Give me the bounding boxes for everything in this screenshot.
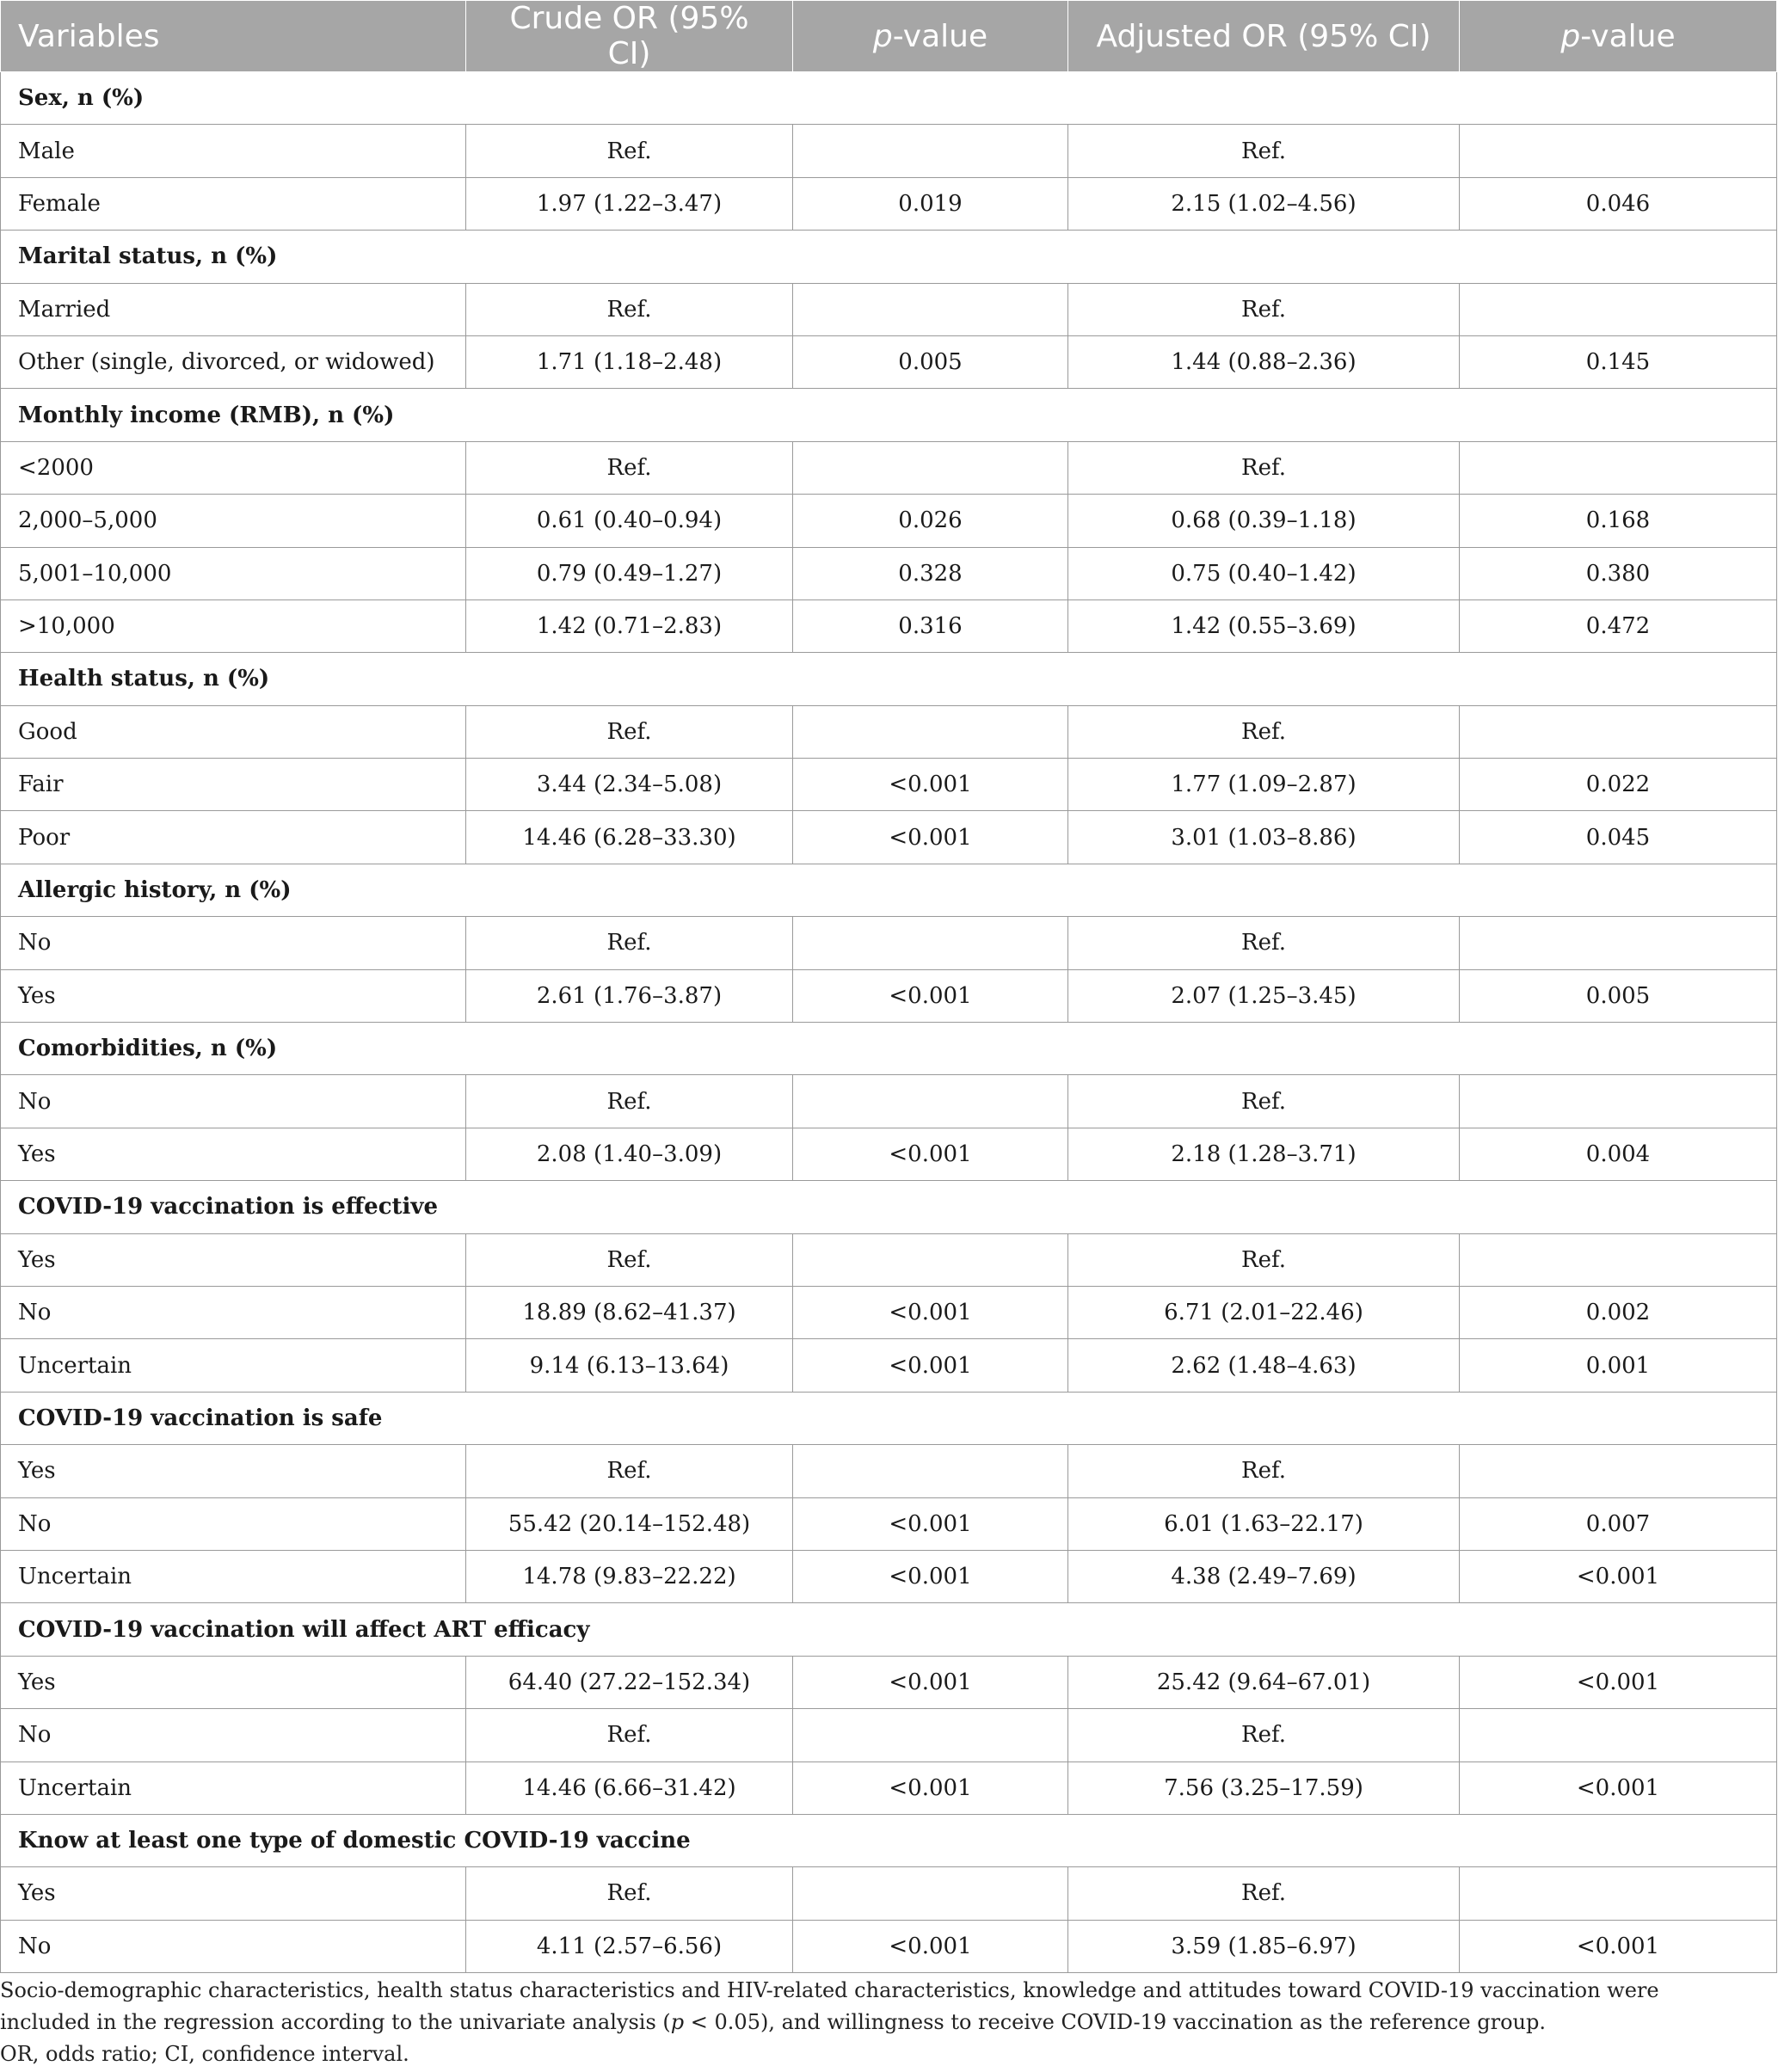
row-label: No [1, 1286, 466, 1338]
adjusted-p-value-cell: 0.001 [1460, 1339, 1777, 1392]
crude-or-cell: 0.79 (0.49–1.27) [466, 547, 793, 599]
group-header-row [1, 1814, 1777, 1866]
crude-or-cell: 0.61 (0.40–0.94) [466, 495, 793, 547]
header-p-suffix: -value [1580, 18, 1676, 54]
row-label: Female [1, 177, 466, 230]
adjusted-p-value-cell: 0.380 [1460, 547, 1777, 599]
crude-p-value-cell: <0.001 [793, 1339, 1068, 1392]
table-row [1, 599, 1777, 652]
group-label: Sex, n (%) [1, 72, 1777, 125]
table-row [1, 1233, 1777, 1286]
adjusted-or-cell: 2.15 (1.02–4.56) [1068, 177, 1460, 230]
table-row [1, 547, 1777, 599]
crude-p-value-cell: 0.019 [793, 177, 1068, 230]
group-header-row [1, 653, 1777, 705]
crude-p-value-cell: 0.005 [793, 335, 1068, 388]
crude-p-value-cell: <0.001 [793, 1286, 1068, 1338]
crude-p-value-cell: <0.001 [793, 1762, 1068, 1814]
table-row [1, 759, 1777, 811]
row-label: Good [1, 705, 466, 758]
crude-or-cell: 55.42 (20.14–152.48) [466, 1497, 793, 1550]
crude-p-value-cell: <0.001 [793, 1656, 1068, 1708]
row-label: Yes [1, 1656, 466, 1708]
table-row [1, 1709, 1777, 1762]
table-row [1, 177, 1777, 230]
crude-or-cell: Ref. [466, 283, 793, 335]
adjusted-p-value-cell [1460, 441, 1777, 494]
crude-p-value-cell [793, 917, 1068, 969]
group-label: Know at least one type of domestic COVID-19 vaccine [1, 1814, 1777, 1866]
adjusted-p-value-cell [1460, 1709, 1777, 1762]
header-variables: Variables [1, 1, 466, 72]
table-row [1, 283, 1777, 335]
crude-p-value-cell: 0.316 [793, 599, 1068, 652]
crude-p-value-cell: <0.001 [793, 1550, 1068, 1602]
row-label: <2000 [1, 441, 466, 494]
group-label: COVID-19 vaccination is safe [1, 1392, 1777, 1444]
crude-or-cell: 14.46 (6.66–31.42) [466, 1762, 793, 1814]
crude-p-value-cell [793, 1445, 1068, 1497]
table-row [1, 969, 1777, 1022]
crude-or-cell: Ref. [466, 125, 793, 177]
row-label: Uncertain [1, 1339, 466, 1392]
adjusted-or-cell: 3.59 (1.85–6.97) [1068, 1920, 1460, 1972]
crude-p-value-cell [793, 705, 1068, 758]
adjusted-or-cell: Ref. [1068, 283, 1460, 335]
adjusted-or-cell: Ref. [1068, 917, 1460, 969]
crude-or-cell: Ref. [466, 1233, 793, 1286]
table-row [1, 1550, 1777, 1602]
adjusted-p-value-cell: 0.045 [1460, 811, 1777, 864]
group-header-row [1, 1181, 1777, 1233]
footnote-abbreviations: OR, odds ratio; CI, confidence interval. [0, 2042, 409, 2066]
adjusted-p-value-cell [1460, 705, 1777, 758]
crude-p-value-cell: 0.328 [793, 547, 1068, 599]
table-row [1, 1497, 1777, 1550]
crude-or-cell: 14.46 (6.28–33.30) [466, 811, 793, 864]
table-row [1, 811, 1777, 864]
adjusted-p-value-cell [1460, 1445, 1777, 1497]
header-adjusted-p-value [1460, 1, 1777, 72]
adjusted-p-value-cell [1460, 1075, 1777, 1128]
adjusted-or-cell: 3.01 (1.03–8.86) [1068, 811, 1460, 864]
table-row [1, 1075, 1777, 1128]
row-label: No [1, 1920, 466, 1972]
crude-or-cell: Ref. [466, 917, 793, 969]
adjusted-p-value-cell: <0.001 [1460, 1920, 1777, 1972]
table-row [1, 335, 1777, 388]
header-p-letter: p [872, 18, 893, 54]
row-label: Poor [1, 811, 466, 864]
table-row [1, 1445, 1777, 1497]
header-adjusted-or: Adjusted OR (95% CI) [1068, 1, 1460, 72]
crude-or-cell: Ref. [466, 441, 793, 494]
table-row [1, 917, 1777, 969]
group-label: Health status, n (%) [1, 653, 1777, 705]
row-label: Male [1, 125, 466, 177]
group-label: COVID-19 vaccination is effective [1, 1181, 1777, 1233]
group-label: Comorbidities, n (%) [1, 1023, 1777, 1075]
adjusted-or-cell: 25.42 (9.64–67.01) [1068, 1656, 1460, 1708]
table-row [1, 125, 1777, 177]
adjusted-or-cell: 2.07 (1.25–3.45) [1068, 969, 1460, 1022]
adjusted-p-value-cell: 0.004 [1460, 1128, 1777, 1180]
header-crude-p-value [793, 1, 1068, 72]
table-row [1, 1867, 1777, 1920]
row-label: >10,000 [1, 599, 466, 652]
row-label: Yes [1, 969, 466, 1022]
row-label: Yes [1, 1867, 466, 1920]
footnote-p-letter: p [670, 2010, 685, 2034]
table-row [1, 441, 1777, 494]
crude-or-cell: 3.44 (2.34–5.08) [466, 759, 793, 811]
adjusted-or-cell: 6.01 (1.63–22.17) [1068, 1497, 1460, 1550]
crude-or-cell: 1.97 (1.22–3.47) [466, 177, 793, 230]
crude-or-cell: 1.42 (0.71–2.83) [466, 599, 793, 652]
row-label: No [1, 917, 466, 969]
adjusted-or-cell: Ref. [1068, 1075, 1460, 1128]
crude-or-cell: 4.11 (2.57–6.56) [466, 1920, 793, 1972]
crude-or-cell: 14.78 (9.83–22.22) [466, 1550, 793, 1602]
row-label: Other (single, divorced, or widowed) [1, 335, 466, 388]
crude-or-cell: Ref. [466, 1445, 793, 1497]
crude-p-value-cell [793, 1075, 1068, 1128]
group-header-row [1, 1023, 1777, 1075]
table-footnotes [0, 1975, 1755, 2070]
adjusted-p-value-cell [1460, 1233, 1777, 1286]
adjusted-p-value-cell: 0.022 [1460, 759, 1777, 811]
adjusted-or-cell: 6.71 (2.01–22.46) [1068, 1286, 1460, 1338]
crude-or-cell: 2.61 (1.76–3.87) [466, 969, 793, 1022]
crude-or-cell: Ref. [466, 705, 793, 758]
adjusted-p-value-cell: 0.168 [1460, 495, 1777, 547]
row-label: 5,001–10,000 [1, 547, 466, 599]
adjusted-or-cell: Ref. [1068, 1233, 1460, 1286]
table-row [1, 1339, 1777, 1392]
row-label: Yes [1, 1128, 466, 1180]
crude-or-cell: 1.71 (1.18–2.48) [466, 335, 793, 388]
table-row [1, 1920, 1777, 1972]
adjusted-or-cell: Ref. [1068, 1709, 1460, 1762]
adjusted-p-value-cell: 0.007 [1460, 1497, 1777, 1550]
group-header-row [1, 864, 1777, 916]
adjusted-p-value-cell [1460, 1867, 1777, 1920]
table-header [1, 1, 1777, 72]
row-label: No [1, 1497, 466, 1550]
row-label: No [1, 1075, 466, 1128]
table-row [1, 1762, 1777, 1814]
crude-p-value-cell: 0.026 [793, 495, 1068, 547]
adjusted-or-cell: 2.18 (1.28–3.71) [1068, 1128, 1460, 1180]
group-label: Marital status, n (%) [1, 231, 1777, 283]
group-header-row [1, 389, 1777, 441]
adjusted-p-value-cell: <0.001 [1460, 1762, 1777, 1814]
header-p-letter: p [1560, 18, 1581, 54]
table-row [1, 1656, 1777, 1708]
crude-or-cell: Ref. [466, 1867, 793, 1920]
table-row [1, 705, 1777, 758]
adjusted-p-value-cell: 0.002 [1460, 1286, 1777, 1338]
row-label: Uncertain [1, 1550, 466, 1602]
crude-or-cell: 18.89 (8.62–41.37) [466, 1286, 793, 1338]
group-header-row [1, 72, 1777, 125]
row-label: Yes [1, 1233, 466, 1286]
row-label: No [1, 1709, 466, 1762]
adjusted-p-value-cell: 0.005 [1460, 969, 1777, 1022]
footnote-text: < 0.05), and willingness to receive COVID-19 vaccination as the reference group. [684, 2010, 1546, 2034]
crude-p-value-cell [793, 125, 1068, 177]
footnote-text: Socio-demographic characteristics, health status characteristics and HIV-related characteristics, knowledge and attitudes toward COVID-19 vaccination were included in the regression according to the univariate analysis ( [0, 1978, 1659, 2034]
adjusted-p-value-cell: 0.046 [1460, 177, 1777, 230]
adjusted-or-cell: Ref. [1068, 441, 1460, 494]
crude-or-cell: Ref. [466, 1709, 793, 1762]
group-header-row [1, 1392, 1777, 1444]
crude-p-value-cell: <0.001 [793, 1497, 1068, 1550]
header-p-suffix: -value [892, 18, 988, 54]
adjusted-or-cell: Ref. [1068, 1445, 1460, 1497]
crude-or-cell: 64.40 (27.22–152.34) [466, 1656, 793, 1708]
crude-p-value-cell [793, 283, 1068, 335]
group-label: Monthly income (RMB), n (%) [1, 389, 1777, 441]
row-label: 2,000–5,000 [1, 495, 466, 547]
adjusted-or-cell: Ref. [1068, 1867, 1460, 1920]
table-row [1, 495, 1777, 547]
crude-p-value-cell [793, 1709, 1068, 1762]
adjusted-p-value-cell: <0.001 [1460, 1550, 1777, 1602]
header-row [1, 1, 1777, 72]
crude-p-value-cell: <0.001 [793, 811, 1068, 864]
adjusted-p-value-cell [1460, 917, 1777, 969]
adjusted-or-cell: 1.77 (1.09–2.87) [1068, 759, 1460, 811]
crude-or-cell: 2.08 (1.40–3.09) [466, 1128, 793, 1180]
adjusted-p-value-cell: 0.145 [1460, 335, 1777, 388]
crude-p-value-cell: <0.001 [793, 759, 1068, 811]
adjusted-or-cell: 0.75 (0.40–1.42) [1068, 547, 1460, 599]
row-label: Yes [1, 1445, 466, 1497]
table-body [1, 72, 1777, 1973]
table-row [1, 1286, 1777, 1338]
crude-p-value-cell [793, 1233, 1068, 1286]
row-label: Married [1, 283, 466, 335]
group-header-row [1, 1603, 1777, 1656]
row-label: Uncertain [1, 1762, 466, 1814]
group-header-row [1, 231, 1777, 283]
crude-p-value-cell: <0.001 [793, 969, 1068, 1022]
crude-p-value-cell [793, 1867, 1068, 1920]
table-row [1, 1128, 1777, 1180]
adjusted-or-cell: 1.42 (0.55–3.69) [1068, 599, 1460, 652]
adjusted-or-cell: 4.38 (2.49–7.69) [1068, 1550, 1460, 1602]
group-label: COVID-19 vaccination will affect ART efficacy [1, 1603, 1777, 1656]
adjusted-or-cell: Ref. [1068, 125, 1460, 177]
crude-or-cell: 9.14 (6.13–13.64) [466, 1339, 793, 1392]
group-label: Allergic history, n (%) [1, 864, 1777, 916]
adjusted-p-value-cell [1460, 125, 1777, 177]
crude-p-value-cell: <0.001 [793, 1128, 1068, 1180]
adjusted-or-cell: 7.56 (3.25–17.59) [1068, 1762, 1460, 1814]
crude-p-value-cell: <0.001 [793, 1920, 1068, 1972]
adjusted-or-cell: 2.62 (1.48–4.63) [1068, 1339, 1460, 1392]
crude-p-value-cell [793, 441, 1068, 494]
row-label: Fair [1, 759, 466, 811]
header-crude-or: Crude OR (95% CI) [466, 1, 793, 72]
adjusted-p-value-cell: <0.001 [1460, 1656, 1777, 1708]
adjusted-p-value-cell [1460, 283, 1777, 335]
adjusted-or-cell: 1.44 (0.88–2.36) [1068, 335, 1460, 388]
adjusted-or-cell: Ref. [1068, 705, 1460, 758]
adjusted-or-cell: 0.68 (0.39–1.18) [1068, 495, 1460, 547]
footnote-regression [0, 1975, 1755, 2038]
crude-or-cell: Ref. [466, 1075, 793, 1128]
adjusted-p-value-cell: 0.472 [1460, 599, 1777, 652]
